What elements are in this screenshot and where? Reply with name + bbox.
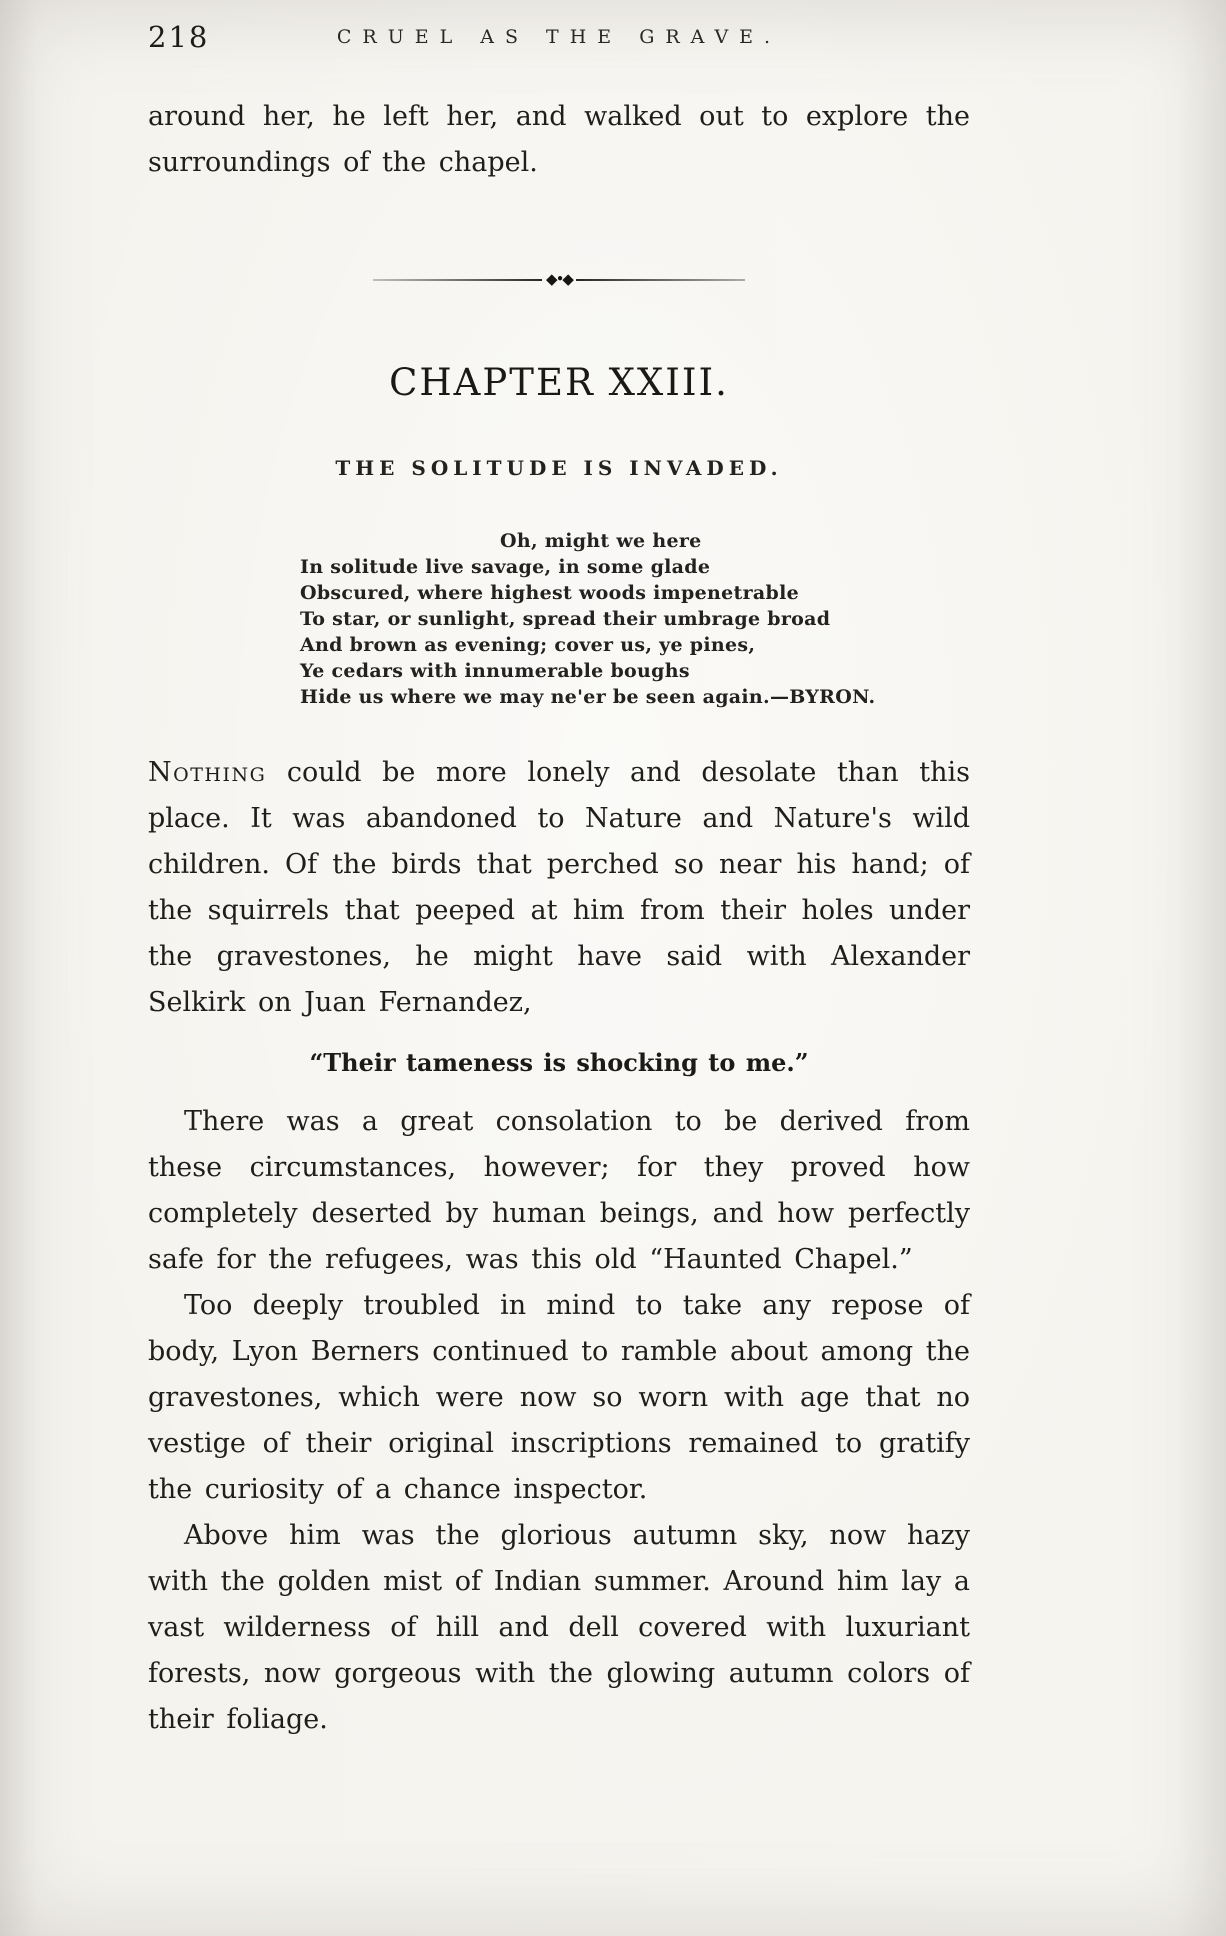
body-paragraph: Above him was the glorious autumn sky, now hazy with the golden mist of Indian summer. Around him lay a vast wilderness of hill and dell covered with luxuriant forests, now gorgeous with the glowing autumn colors of their foliage. <box>148 1520 970 1735</box>
epigraph <box>300 528 970 710</box>
centered-quote: “Their tameness is shocking to me.” <box>309 1048 809 1077</box>
epigraph-line: To star, or sunlight, spread their umbrage broad <box>300 608 831 630</box>
running-title: CRUEL AS THE GRAVE. <box>336 26 782 48</box>
divider-rule-left <box>373 279 542 281</box>
lead-word: Nothing <box>148 757 267 788</box>
epigraph-line: Oh, might we here <box>500 530 702 552</box>
epigraph-line: In solitude live savage, in some glade <box>300 556 711 578</box>
chapter-title: CHAPTER XXIII. <box>389 361 729 404</box>
body-paragraph: There was a great consolation to be derived from these circumstances, however; for they proved how completely deserted by human beings, and how perfectly safe for the refugees, was this old “Haunted Chapel.” <box>148 1106 970 1275</box>
divider-rule-right <box>576 279 745 281</box>
paragraph-text: could be more lonely and desolate than this place. It was abandoned to Nature and Nature's wild children. Of the birds that perched so near his hand; of the squirrels that peeped at him from their holes under the gravestones, he might have said with Alexander Selkirk on Juan Fernandez, <box>148 757 970 1018</box>
epigraph-line-attribution: Hide us where we may ne'er be seen again.—BYRON. <box>300 686 876 708</box>
section-divider <box>373 272 745 287</box>
body-paragraph: Too deeply troubled in mind to take any repose of body, Lyon Berners continued to ramble about among the gravestones, which were now so worn with age that no vestige of their original inscriptions remained to gratify the curiosity of a chance inspector. <box>148 1290 970 1505</box>
epigraph-line: Obscured, where highest woods impenetrable <box>300 582 799 604</box>
text-block <box>148 18 970 1743</box>
running-header <box>148 18 970 62</box>
body-paragraph-continuation: around her, he left her, and walked out to explore the surroundings of the chapel. <box>148 101 970 178</box>
epigraph-line: And brown as evening; cover us, ye pines, <box>300 634 756 656</box>
body-paragraph <box>148 750 970 1026</box>
epigraph-line: Ye cedars with innumerable boughs <box>300 660 690 682</box>
divider-ornament-icon: ◆•◆ <box>546 270 572 288</box>
page-number: 218 <box>148 20 210 54</box>
chapter-subtitle: THE SOLITUDE IS INVADED. <box>335 456 783 480</box>
